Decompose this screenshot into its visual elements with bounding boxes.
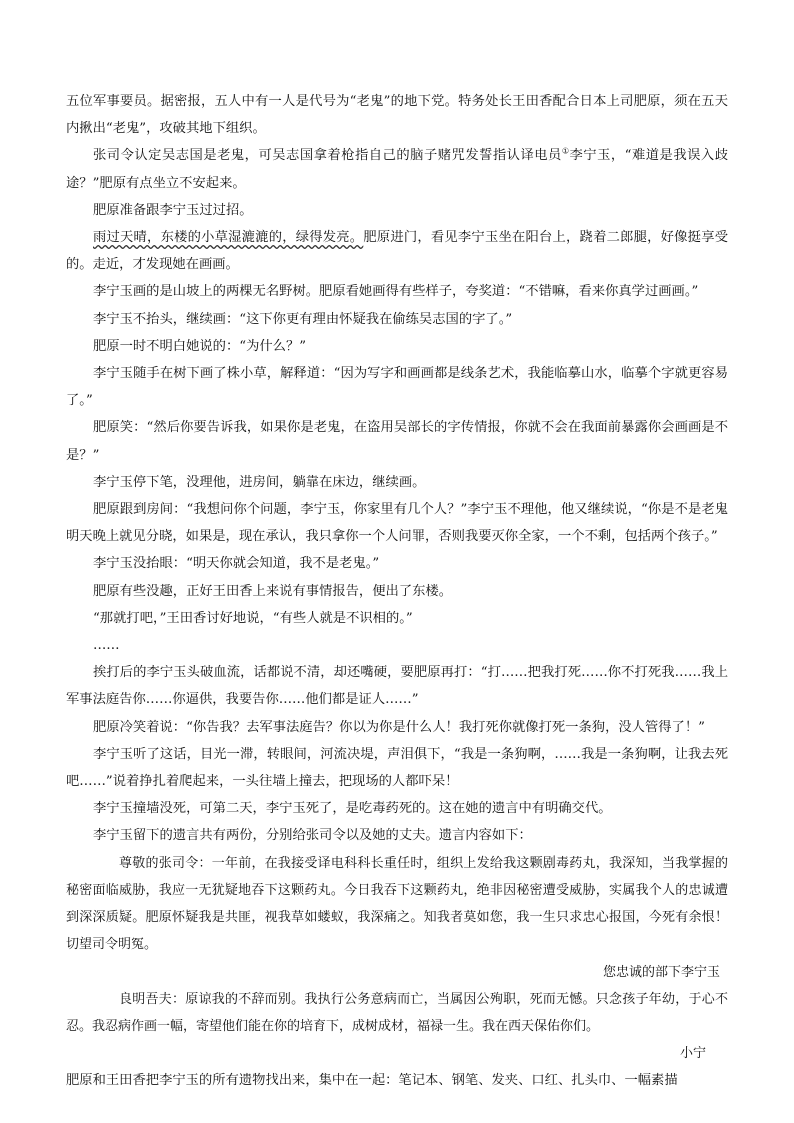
letter-signature: 您忠诚的部下李宁玉 bbox=[602, 964, 720, 980]
paragraph: 李宁玉停下笔，没理他，进房间，躺靠在床边，继续画。 bbox=[93, 474, 426, 490]
letter-signature: 小宁 bbox=[679, 1046, 706, 1062]
ellipsis-line: …… bbox=[93, 638, 120, 654]
paragraph bbox=[66, 224, 728, 278]
footnote-marker: ① bbox=[561, 146, 570, 156]
paragraph: 肥原有些没趣，正好王田香上来说有事情报告，便出了东楼。 bbox=[93, 583, 453, 599]
paragraph: 肥原准备跟李宁玉过过招。 bbox=[93, 202, 253, 218]
paragraph-text: 李宁玉，“难道是我误入歧途？”肥原有点坐立不安起来。 bbox=[66, 148, 728, 191]
closing-paragraph: 肥原和王田香把李宁玉的所有遗物找出来，集中在一起：笔记本、钢笔、发夹、口红、扎头巾、一幅素描 bbox=[66, 1073, 678, 1089]
paragraph bbox=[66, 142, 728, 196]
paragraph: “那就打吧，”王田香讨好地说，“有些人就是不识相的。” bbox=[93, 610, 413, 626]
paragraph: 李宁玉没抬眼：“明天你就会知道，我不是老鬼。” bbox=[93, 556, 380, 572]
paragraph: 肥原笑：“然后你要告诉我，如果你是老鬼，在盗用吴部长的字传情报，你就不会在我面前暴露你会画画是不是？” bbox=[66, 420, 728, 463]
paragraph-text: 肥原进门，看见李宁玉坐在阳台上，跷着二郎腿，好像挺享受的。走近，才发现她在画画。 bbox=[66, 230, 729, 273]
document-page bbox=[66, 88, 728, 1095]
letter-to-commander: 尊敬的张司令：一年前，在我接受译电科科长重任时，组织上发给我这颗剧毒药丸，我深知，当我掌握的秘密面临威胁，我应一无犹疑地吞下这颗药丸。今日我吞下这颗药丸，绝非因秘密遭受威胁，实属我个人的忠诚遭到深深质疑。肥原怀疑我是共匪，视我草如蝼蚁，我深痛之。知我者莫如您，我一生只求忠心报国，今死有余恨！切望司令明冤。 bbox=[66, 855, 728, 953]
paragraph: 肥原冷笑着说：“你告我？去军事法庭告？你以为你是什么人！我打死你就像打死一条狗，没人管得了！” bbox=[93, 719, 705, 735]
letter-to-husband: 良明吾夫：原谅我的不辞而别。我执行公务意病而亡，当属因公殉职，死而无憾。只念孩子年幼，于心不忍。我忍病作画一幅，寄望他们能在你的培育下，成树成材，福禄一生。我在西天保佑你们。 bbox=[66, 991, 728, 1034]
paragraph: 李宁玉画的是山坡上的两棵无名野树。肥原看她画得有些样子，夸奖道：“不错嘛，看来你真学过画画。” bbox=[93, 284, 699, 300]
paragraph-text: 张司令认定吴志国是老鬼，可吴志国拿着枪指自己的脑子赌咒发誓指认译电员 bbox=[93, 148, 562, 164]
paragraph: 五位军事要员。据密报，五人中有一人是代号为“老鬼”的地下党。特务处长王田香配合日本上司肥原，须在五天内揪出“老鬼”，攻破其地下组织。 bbox=[66, 94, 728, 137]
paragraph: 李宁玉留下的遗言共有两份，分别给张司令以及她的丈夫。遗言内容如下： bbox=[93, 828, 532, 844]
paragraph: 李宁玉不抬头，继续画：“这下你更有理由怀疑我在偷练吴志国的字了。” bbox=[93, 311, 513, 327]
paragraph: 挨打后的李宁玉头破血流，话都说不清，却还嘴硬，要肥原再打：“打……把我打死……你不打死我……我上军事法庭告你……你逼供，我要告你……他们都是证人……” bbox=[66, 665, 728, 708]
paragraph: 李宁玉听了这话，目光一滞，转眼间，河流决堤，声泪俱下，“我是一条狗啊，……我是一条狗啊，让我去死吧……”说着挣扎着爬起来，一头往墙上撞去，把现场的人都吓呆！ bbox=[66, 746, 728, 790]
paragraph: 肥原跟到房间：“我想问你个问题，李宁玉，你家里有几个人？”李宁玉不理他，他又继续说，“你是不是老鬼明天晚上就见分晓，如果是，现在承认，我只拿你一个人问罪，否则我要灭你全家，一个不剩，包括两个孩子。” bbox=[66, 502, 728, 545]
paragraph: 李宁玉随手在树下画了株小草，解释道：“因为写字和画画都是线条艺术，我能临摹山水，临摹个字就更容易了。” bbox=[66, 366, 728, 409]
underlined-sentence: 雨过天晴，东楼的小草湿漉漉的，绿得发亮。 bbox=[93, 230, 364, 246]
paragraph: 肥原一时不明白她说的：“为什么？” bbox=[93, 338, 307, 354]
paragraph: 李宁玉撞墙没死，可第二天，李宁玉死了，是吃毒药死的。这在她的遗言中有明确交代。 bbox=[93, 801, 612, 817]
